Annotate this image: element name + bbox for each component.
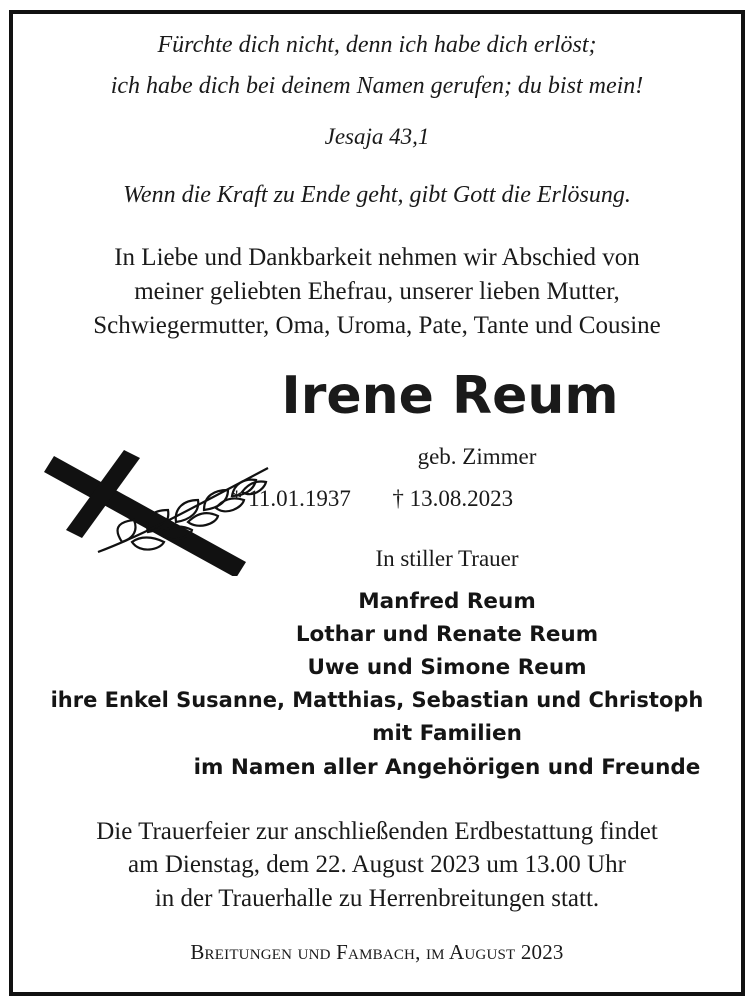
deceased-name: Irene Reum bbox=[281, 366, 619, 426]
ceremony-line-3: in der Trauerhalle zu Herrenbreitungen statt. bbox=[154, 885, 600, 912]
quote-line-1: Fürchte dich nicht, denn ich habe dich erlöst; bbox=[157, 32, 597, 58]
mourner-line-4: ihre Enkel Susanne, Matthias, Sebastian und Christoph bbox=[50, 688, 704, 712]
saying: Wenn die Kraft zu Ende geht, gibt Gott die Erlösung. bbox=[123, 182, 631, 208]
intro-line-2: meiner geliebten Ehefrau, unserer lieben Mutter, bbox=[134, 278, 620, 305]
birth-date: * 11.01.1937 bbox=[230, 486, 351, 511]
death-date: † 13.08.2023 bbox=[392, 486, 514, 511]
maiden-name: geb. Zimmer bbox=[417, 444, 537, 469]
quote-reference: Jesaja 43,1 bbox=[324, 124, 430, 149]
place-and-date: Breitungen und Fambach, im August 2023 bbox=[190, 940, 564, 964]
ceremony-line-1: Die Trauerfeier zur anschließenden Erdbestattung findet bbox=[96, 818, 658, 845]
mourner-line-2: Lothar und Renate Reum bbox=[295, 622, 599, 647]
life-dates bbox=[0, 486, 749, 512]
mourner-line-5: mit Familien bbox=[372, 721, 522, 746]
quote-line-2: ich habe dich bei deinem Namen gerufen; du bist mein! bbox=[110, 73, 644, 99]
mourner-line-1: Manfred Reum bbox=[358, 589, 536, 614]
mourner-line-3: Uwe und Simone Reum bbox=[307, 655, 587, 680]
ceremony-line-2: am Dienstag, dem 22. August 2023 um 13.00 Uhr bbox=[128, 851, 626, 878]
mourner-line-6: im Namen aller Angehörigen und Freunde bbox=[193, 755, 701, 780]
mourners-heading: In stiller Trauer bbox=[375, 546, 519, 571]
intro-line-1: In Liebe und Dankbarkeit nehmen wir Abschied von bbox=[114, 244, 640, 271]
intro-line-3: Schwiegermutter, Oma, Uroma, Pate, Tante und Cousine bbox=[93, 312, 661, 339]
